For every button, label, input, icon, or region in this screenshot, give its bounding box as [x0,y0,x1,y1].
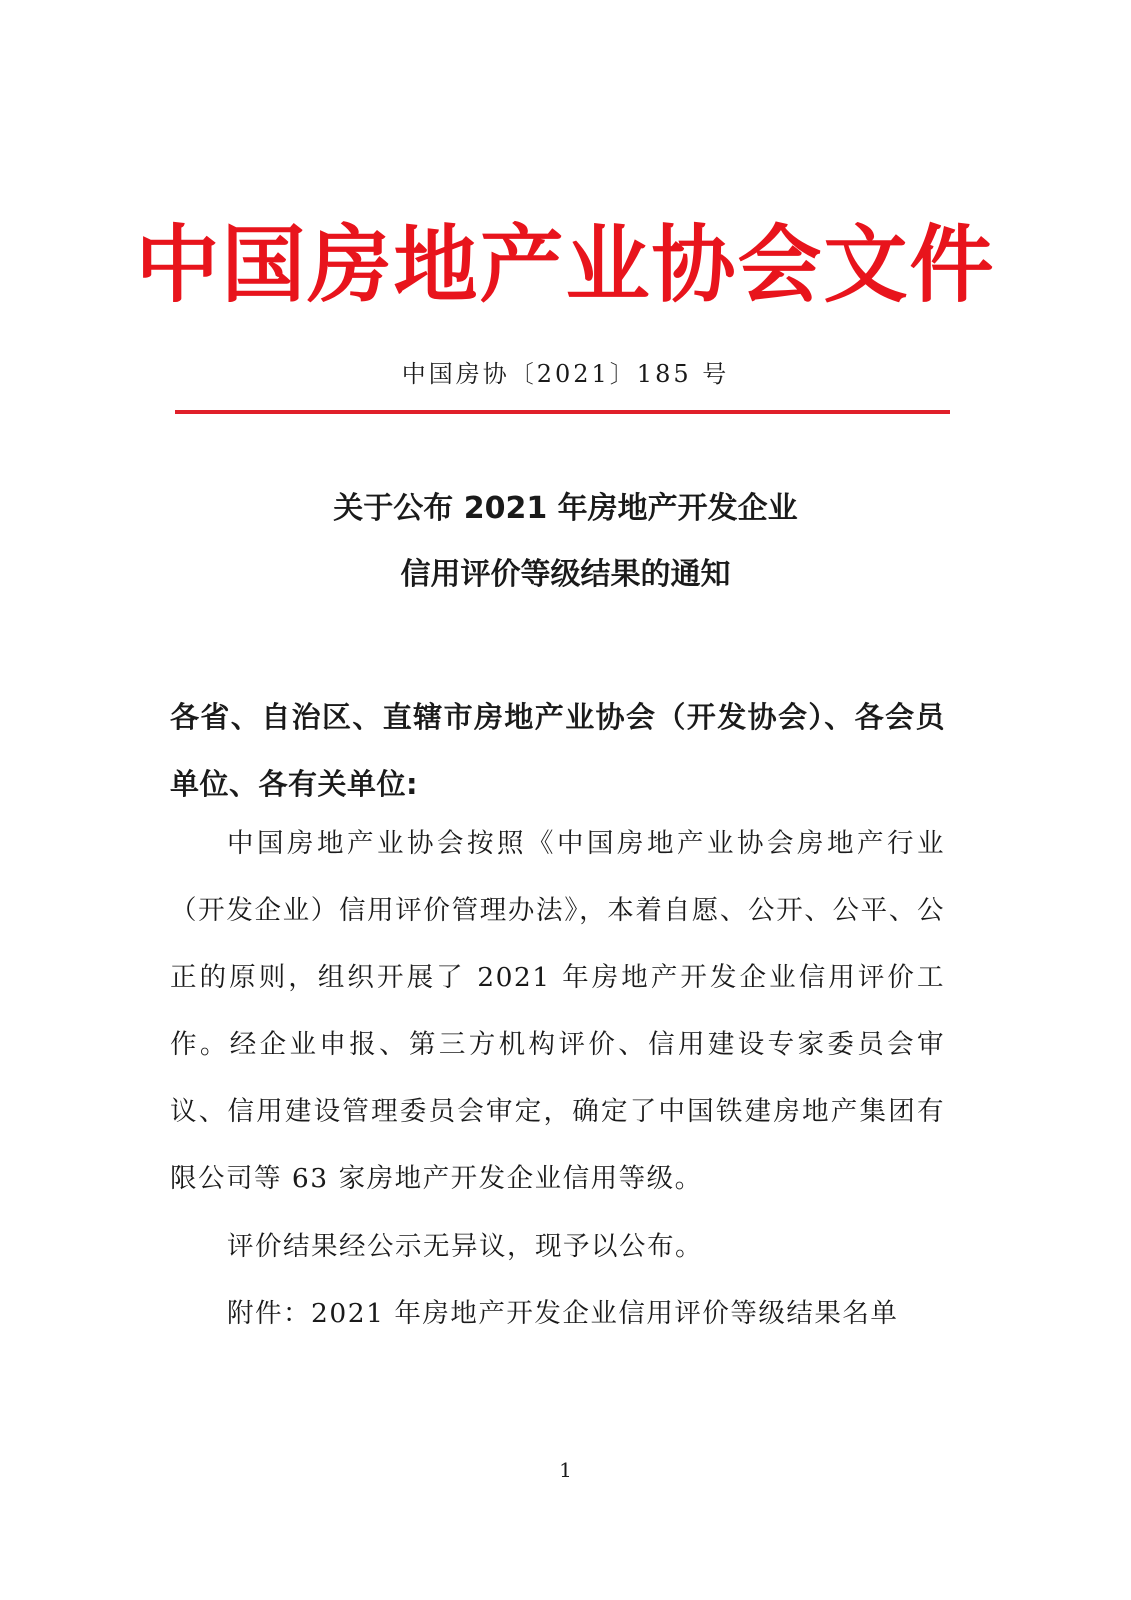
attachment-line: 附件：2021 年房地产开发企业信用评价等级结果名单 [227,1298,899,1329]
document-title-line-1: 关于公布 2021 年房地产开发企业 [333,491,798,526]
document-masthead: 中国房地产业协会文件 [135,216,996,314]
body-paragraph-1: 中国房地产业协会按照《中国房地产业协会房地产行业（开发企业）信用评价管理办法》，本着自愿、公开、公平、公正的原则，组织开展了 2021 年房地产开发企业信用评价工作。经企业申报、第三方机构评价、信用建设专家委员会审议、信用建设管理委员会审定，确定了中国铁建房地产集团有限公司等 63 家房地产开发企业信用等级。 [170,828,945,1194]
salutation: 各省、自治区、直辖市房地产业协会（开发协会）、各会员单位、各有关单位: [170,700,945,801]
red-divider [175,410,950,414]
document-title-line-2: 信用评价等级结果的通知 [400,557,731,592]
body-paragraph-2: 评价结果经公示无异议，现予以公布。 [227,1231,703,1262]
page-number: 1 [559,1458,572,1482]
document-number: 中国房协〔2021〕185 号 [401,360,730,388]
